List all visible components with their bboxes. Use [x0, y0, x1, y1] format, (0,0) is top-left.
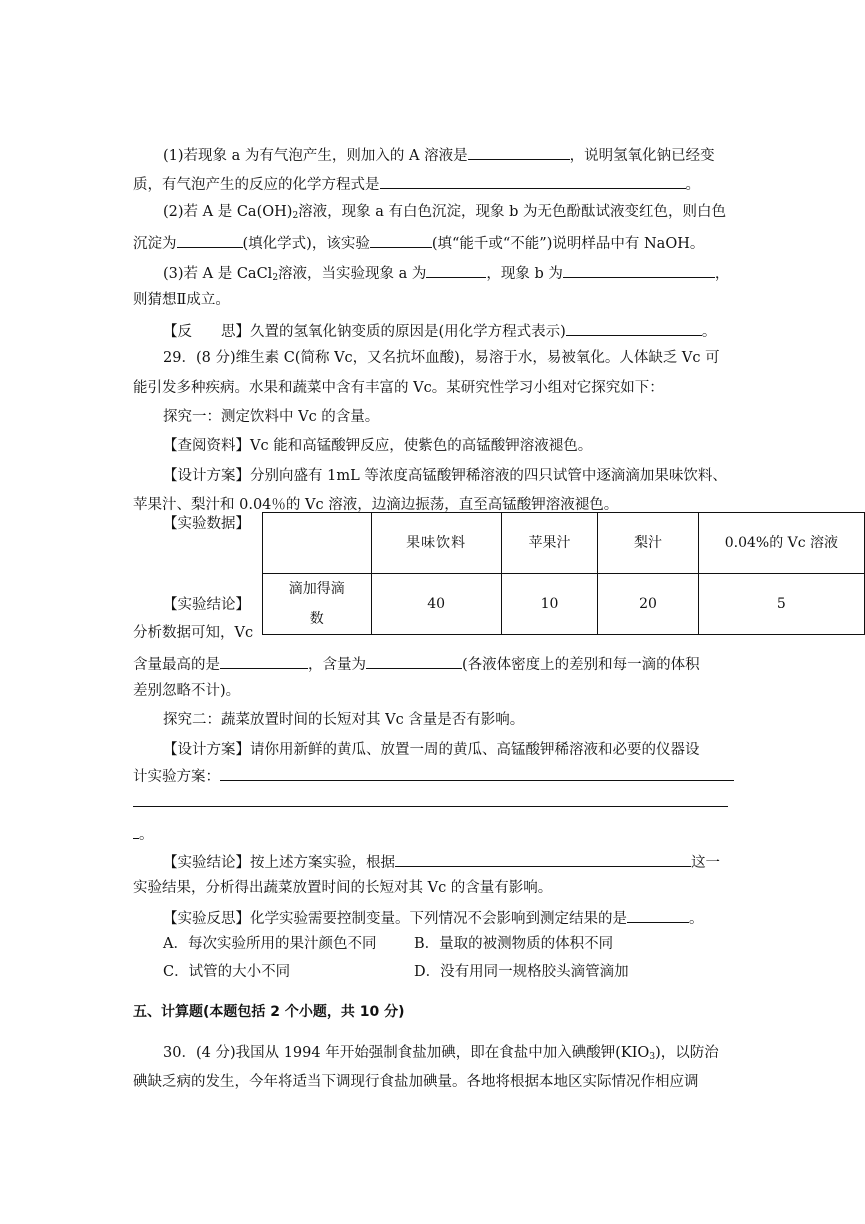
- conclusion-label: 【实验结论】: [163, 597, 250, 613]
- q28-item3-line2: [133, 290, 230, 310]
- option-a[interactable]: A．每次实验所用的果汁颜色不同: [163, 936, 377, 952]
- q28-item3-text: 溶液，当实验现象 a 为: [278, 266, 427, 282]
- q29-intro-line2: 能引发多种疾病。水果和蔬菜中含有丰富的 Vc。某研究性学习小组对它探究如下：: [133, 380, 664, 396]
- q29-design1-line2: 苹果汁、梨汁和 0.04％的 Vc 溶液，边滴边振荡，直至高锰酸钾溶液褪色。: [133, 497, 619, 513]
- q29-explore2: 探究二：蔬菜放置时间的长短对其 Vc 含量是否有影响。: [163, 712, 525, 728]
- q29-design2-line1: 【设计方案】请你用新鲜的黄瓜、放置一周的黄瓜、高锰酸钾稀溶液和必要的仪器设: [163, 742, 700, 758]
- reflection-line: [163, 906, 704, 929]
- q28-reflection-text: 。: [701, 324, 717, 340]
- answer-blank[interactable]: [566, 319, 702, 336]
- table-cell: 10: [501, 574, 597, 635]
- q28-item1-line1: [163, 143, 715, 166]
- answer-blank[interactable]: [627, 906, 689, 923]
- design-text: 。: [139, 827, 154, 843]
- q28-reflection: [163, 319, 716, 342]
- reflection-text: 。: [689, 911, 704, 927]
- q28-item1-text: (1)若现象 a 为有气泡产生，则加入的 A 溶液是: [163, 148, 468, 164]
- answer-blank[interactable]: [220, 764, 734, 781]
- q28-item1-text: ，说明氢氧化钠已经变: [569, 148, 715, 164]
- q29-lookup: 【查阅资料】Vc 能和高锰酸钾反应，使紫色的高锰酸钾溶液褪色。: [163, 438, 593, 454]
- answer-line[interactable]: [133, 806, 728, 807]
- q28-item2-text: (填化学式)，该实验: [242, 236, 370, 252]
- conclusion2-text: 这一: [691, 855, 720, 871]
- option-b[interactable]: B．量取的被测物质的体积不同: [414, 936, 614, 952]
- q30-line1: [163, 1043, 719, 1067]
- q28-item2-line1: [163, 202, 726, 226]
- q28-item2-text: (填“能千或“不能”)说明样品中有 NaOH。: [431, 236, 705, 252]
- answer-blank[interactable]: [366, 652, 462, 669]
- answer-blank[interactable]: [563, 261, 715, 278]
- table-header-cell: 梨汁: [598, 513, 699, 574]
- q28-item1-text: 。: [685, 177, 700, 193]
- q30-text: 30．(4 分)我国从 1994 年开始强制食盐加碘，即在食盐中加入碘酸钾(KIO: [163, 1045, 650, 1061]
- table-header-cell: 0.04%的 Vc 溶液: [698, 513, 864, 574]
- q28-reflection-text: 【反 思】久置的氢氧化钠变质的原因是(用化学方程式表示): [163, 324, 566, 340]
- q28-item3-line1: [163, 261, 729, 288]
- answer-blank[interactable]: [177, 231, 243, 248]
- conclusion2-line1: [163, 850, 720, 873]
- q29-design2-end: [133, 822, 154, 845]
- conclusion-text: (各液体密度上的差别和每一滴的体积: [462, 657, 700, 673]
- table-header-empty: [263, 513, 372, 574]
- table-cell: 5: [698, 574, 864, 635]
- conclusion-text: ，含量为: [308, 657, 366, 673]
- conclusion2-line2: 实验结果，分析得出蔬菜放置时间的长短对其 Vc 的含量有影响。: [133, 880, 553, 896]
- q28-item3-text: ，现象 b 为: [486, 266, 563, 282]
- conclusion-line1: 分析数据可知，Vc: [133, 625, 254, 641]
- answer-blank[interactable]: [395, 850, 691, 867]
- design-text: 计实验方案：: [133, 769, 220, 785]
- subscript: 3: [649, 1052, 656, 1062]
- subscript: 2: [272, 273, 279, 283]
- q28-item1-text: 质，有气泡产生的反应的化学方程式是: [133, 177, 380, 193]
- conclusion-line2: [133, 652, 700, 675]
- table-row: [263, 574, 865, 635]
- table-header-cell: 苹果汁: [501, 513, 597, 574]
- q28-item2-text: (2)若 A 是 Ca(OH): [163, 204, 293, 220]
- answer-blank[interactable]: [426, 261, 486, 278]
- q30-text: )，以防治: [655, 1045, 719, 1061]
- q28-item3-text: ，: [714, 266, 730, 282]
- section-heading: 五、计算题(本题包括 2 个小题，共 10 分): [133, 1004, 405, 1020]
- conclusion-text: 含量最高的是: [133, 657, 220, 673]
- data-label: 【实验数据】: [163, 516, 250, 532]
- answer-blank[interactable]: [380, 172, 686, 189]
- q29-design2-line2: [133, 764, 734, 787]
- option-c[interactable]: C．试管的大小不同: [163, 964, 291, 980]
- q28-item1-line2: [133, 172, 700, 195]
- experiment-data-table: [262, 512, 865, 635]
- table-row-label: 滴加得滴数: [263, 574, 372, 635]
- subscript: 2: [292, 211, 299, 221]
- q28-item2-text: 溶液，现象 a 有白色沉淀，现象 b 为无色酚酞试液变红色，则白色: [298, 204, 727, 220]
- q30-line2: 碘缺乏病的发生，今年将适当下调现行食盐加碘量。各地将根据本地区实际情况作相应调: [133, 1074, 699, 1090]
- answer-blank[interactable]: [220, 652, 308, 669]
- q28-item2-text: 沉淀为: [133, 236, 177, 252]
- answer-blank[interactable]: [468, 143, 570, 160]
- q29-design1-line1: 【设计方案】分别向盛有 1mL 等浓度高锰酸钾稀溶液的四只试管中逐滴滴加果味饮料、: [163, 468, 727, 484]
- table-header-cell: 果味饮料: [371, 513, 501, 574]
- table-cell: 20: [598, 574, 699, 635]
- option-d[interactable]: D．没有用同一规格胶头滴管滴加: [414, 964, 629, 980]
- q29-explore1: 探究一：测定饮料中 Vc 的含量。: [163, 409, 380, 425]
- q28-item3-text: (3)若 A 是 CaCl: [163, 266, 273, 282]
- table-cell: 40: [371, 574, 501, 635]
- q28-item3-text: 则猜想Ⅱ成立。: [133, 292, 230, 308]
- answer-blank[interactable]: [370, 231, 432, 248]
- q28-item2-line2: [133, 231, 704, 254]
- reflection-text: 【实验反思】化学实验需要控制变量。下列情况不会影响到测定结果的是: [163, 911, 627, 927]
- table-header-row: [263, 513, 865, 574]
- q29-intro-line1: 29．(8 分)维生素 C(简称 Vc，又名抗坏血酸)，易溶于水，易被氧化。人体缺乏 Vc 可: [163, 350, 720, 366]
- conclusion2-text: 【实验结论】按上述方案实验，根据: [163, 855, 395, 871]
- conclusion-line3: 差别忽略不计)。: [133, 683, 241, 699]
